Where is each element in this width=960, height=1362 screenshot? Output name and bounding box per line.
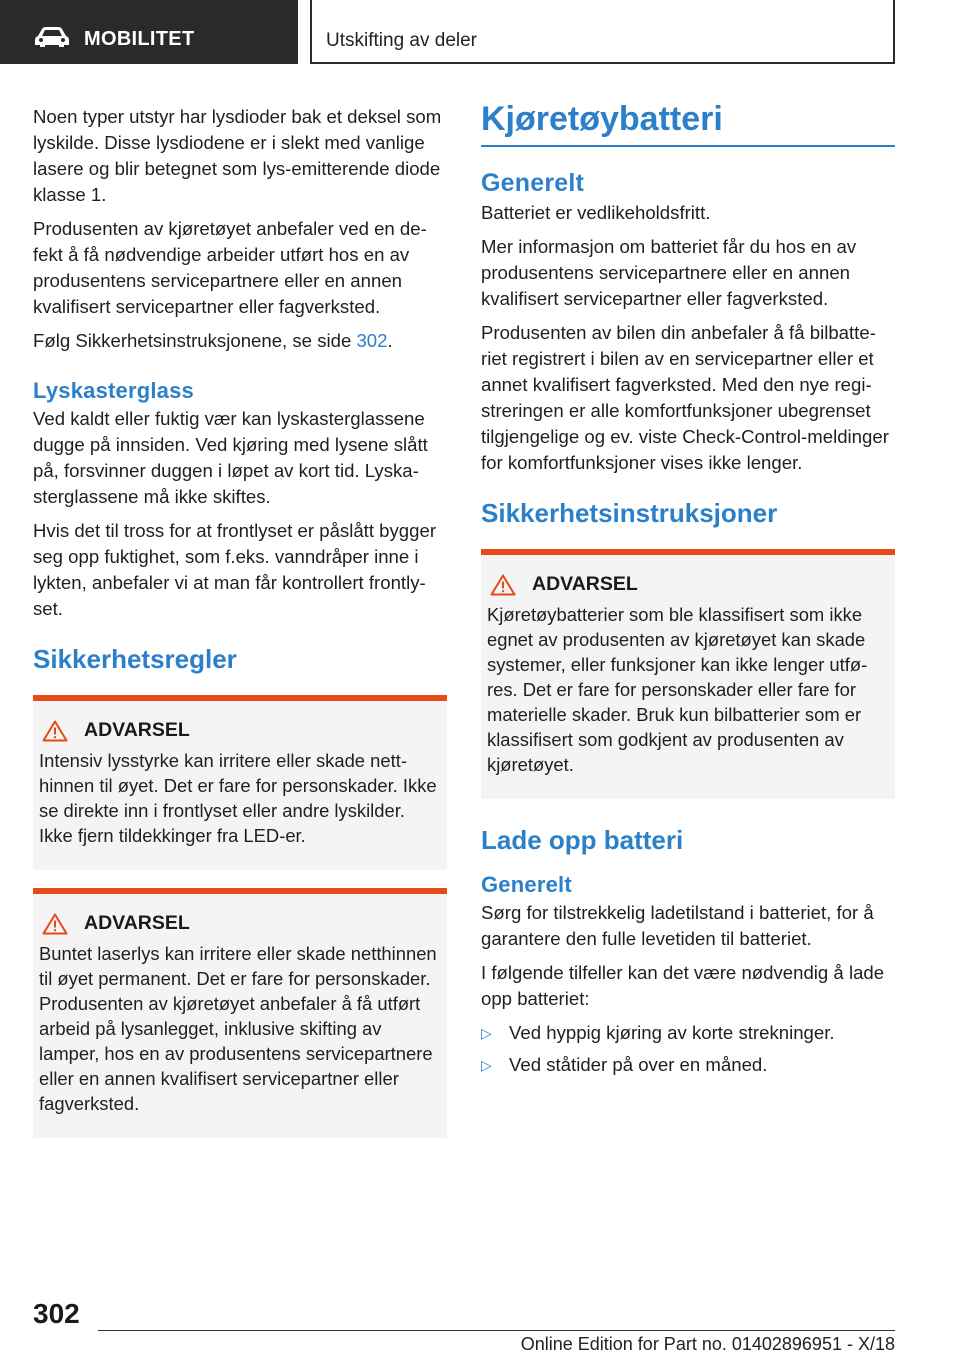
warning-triangle-icon: [42, 720, 68, 742]
chapter-title: Utskifting av deler: [326, 30, 478, 51]
sikkerhetsregler-heading: Sikkerhetsregler: [33, 644, 237, 674]
generelt-heading: Generelt: [481, 169, 585, 197]
safety-reference: Følg Sikkerhetsinstruksjonene, se side 302.: [33, 330, 393, 351]
warning-box: [33, 695, 447, 870]
sikkerhetsinstruksjoner-heading: Sikkerhetsinstruksjoner: [481, 498, 778, 528]
lyskasterglass-paragraph-2: Hvis det til tross for at frontlyset er påslått bygger seg opp fuktighet, som f.eks. vanndråper inne i lykten, anbefaler vi at man får kontrollert frontlyset.: [33, 520, 437, 619]
intro-paragraph-1: Noen typer utstyr har lysdioder bak et deksel som lyskilde. Disse lysdiodene er i slekt med vanlige lasere og blir betegnet som lys-emitterende diode klasse 1.: [33, 106, 442, 205]
warning-box: [481, 549, 895, 799]
lyskasterglass-heading: Lyskasterglass: [33, 378, 194, 403]
section-tab[interactable]: [0, 0, 298, 64]
intro-paragraph-2: Produsenten av kjøretøyet anbefaler ved en defekt å få nødvendige arbeider utført hos en av produsentens servicepartnere eller en annen kvalifisert servicepartner eller fagverksted.: [33, 218, 427, 317]
lade-opp-generelt-heading: Generelt: [481, 872, 572, 897]
warning-text: Intensiv lysstyrke kan irritere eller skade netthinnen til øyet. Det er fare for personskader. Ikke se direkte inn i frontlyset eller andre lyskilder. Ikke fjern tildekkinger fra LED-er.: [39, 750, 437, 846]
lade-opp-heading: Lade opp batteri: [481, 825, 684, 855]
section-title: MOBILITET: [84, 28, 195, 50]
car-icon: [34, 26, 70, 48]
warning-label: ADVARSEL: [84, 912, 190, 934]
right-column: [481, 100, 895, 1084]
generelt-paragraph-1: Batteriet er vedlikeholdsfritt.: [481, 202, 711, 223]
warning-label: ADVARSEL: [84, 719, 190, 741]
footer-divider: [98, 1330, 895, 1331]
list-item: ▷ Ved ståtider på over en måned.: [481, 1052, 895, 1078]
left-column: [33, 104, 447, 1156]
warning-triangle-icon: [490, 574, 516, 596]
warning-text: Kjøretøybatterier som ble klassifisert som ikke egnet av produsenten av kjøretøyet kan skade systemer, eller funksjoner kan ikke lenger utføres. Det er fare for personskader eller fare for materielle skader. Bruk kun bilbatterier som er klassifisert som godkjent av produsenten av kjøretøyet.: [487, 604, 868, 775]
page-number: 302: [33, 1298, 80, 1329]
warning-text: Buntet laserlys kan irritere eller skade netthinnen til øyet permanent. Det er fare for personskader. Produsenten av kjøretøyet anbefaler å få utført arbeid på lysanlegget, inklusive skifting av lamper, hos en av produsentens servicepartnere eller en annen kvalifisert servicepartner eller fagverksted.: [39, 943, 437, 1114]
generelt-paragraph-2: Mer informasjon om batteriet får du hos en av produsentens servicepartnere eller en annen kvalifisert servicepartner eller fagverksted.: [481, 236, 857, 309]
generelt-paragraph-3: Produsenten av bilen din anbefaler å få bilbatteriet registrert i bilen av en servicepartner eller et annet kvalifisert fagverksted. Med den nye registreringen er alle komfortfunksjoner ubegrenset tilgjengelige og ev. viste Check-Control-meldinger for komfortfunksjoner vises ikke lenger.: [481, 322, 889, 473]
lyskasterglass-paragraph-1: Ved kaldt eller fuktig vær kan lyskasterglassene dugge på innsiden. Ved kjøring med lysene slått på, forsvinner duggen i løpet av kort tid. Lyskasterglassene må ikke skiftes.: [33, 408, 428, 507]
warning-label: ADVARSEL: [532, 573, 638, 595]
bullet-triangle-icon: ▷: [481, 1025, 492, 1041]
bullet-triangle-icon: ▷: [481, 1057, 492, 1073]
chapter-header: [310, 0, 895, 64]
warning-box: [33, 888, 447, 1138]
page-link[interactable]: 302: [356, 330, 388, 351]
lade-opp-paragraph-2: I følgende tilfeller kan det være nødvendig å lade opp batteriet:: [481, 962, 885, 1009]
warning-triangle-icon: [42, 913, 68, 935]
kjoretoybatteri-heading: Kjøretøybatteri: [481, 100, 895, 147]
bullet-list: [481, 1020, 895, 1078]
list-item: ▷ Ved hyppig kjøring av korte strekninger.: [481, 1020, 895, 1046]
lade-opp-paragraph-1: Sørg for tilstrekkelig ladetilstand i batteriet, for å garantere den fulle levetiden til batteriet.: [481, 902, 874, 949]
edition-text: Online Edition for Part no. 01402896951 - X/18: [520, 1334, 895, 1354]
